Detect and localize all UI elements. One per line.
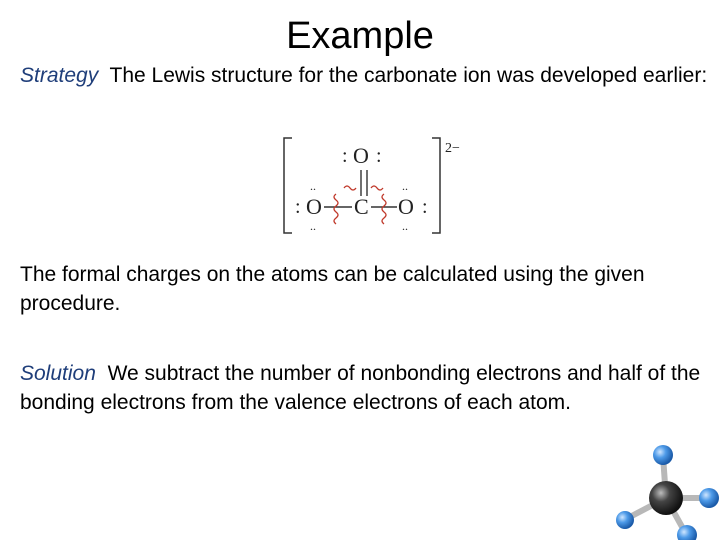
molecule-model-icon (608, 440, 720, 540)
strategy-text: The Lewis structure for the carbonate ion was developed earlier: (109, 64, 708, 87)
strategy-paragraph (20, 61, 710, 90)
solution-text: We subtract the number of nonbonding electrons and half of the bonding electrons from the valence electrons of each atom. (20, 362, 701, 414)
atom-sphere-left (616, 511, 634, 529)
lewis-structure-diagram (270, 130, 490, 240)
atom-top: O (353, 143, 369, 168)
lone-pair-right-side: : (422, 196, 428, 218)
lone-pair-top-right: : (376, 145, 382, 167)
lone-pair-left-side: : (295, 196, 301, 218)
lone-pair-right-top: .. (402, 179, 408, 193)
lone-pair-right-bottom: .. (402, 219, 408, 233)
lone-pair-top-left: : (342, 145, 348, 167)
wavy-mark-left (334, 194, 338, 224)
lone-pair-left-top: .. (310, 179, 316, 193)
formal-charge-paragraph: The formal charges on the atoms can be calculated using the given procedure. (20, 263, 645, 315)
wavy-mark-top-right (371, 186, 383, 190)
ion-charge: 2− (445, 141, 460, 156)
atom-sphere-center (649, 481, 683, 515)
lone-pair-left-bottom: .. (310, 219, 316, 233)
solution-paragraph (20, 359, 710, 417)
solution-keyword: Solution (20, 362, 96, 385)
page-title: Example (286, 15, 434, 57)
atom-center: C (354, 194, 369, 219)
atom-sphere-top (653, 445, 673, 465)
left-bracket (284, 138, 292, 233)
wavy-mark-right (382, 194, 386, 224)
atom-right: O (398, 194, 414, 219)
right-bracket (432, 138, 440, 233)
atom-left: O (306, 194, 322, 219)
wavy-mark-top-left (344, 186, 356, 190)
atom-sphere-right (699, 488, 719, 508)
strategy-keyword: Strategy (20, 64, 99, 87)
